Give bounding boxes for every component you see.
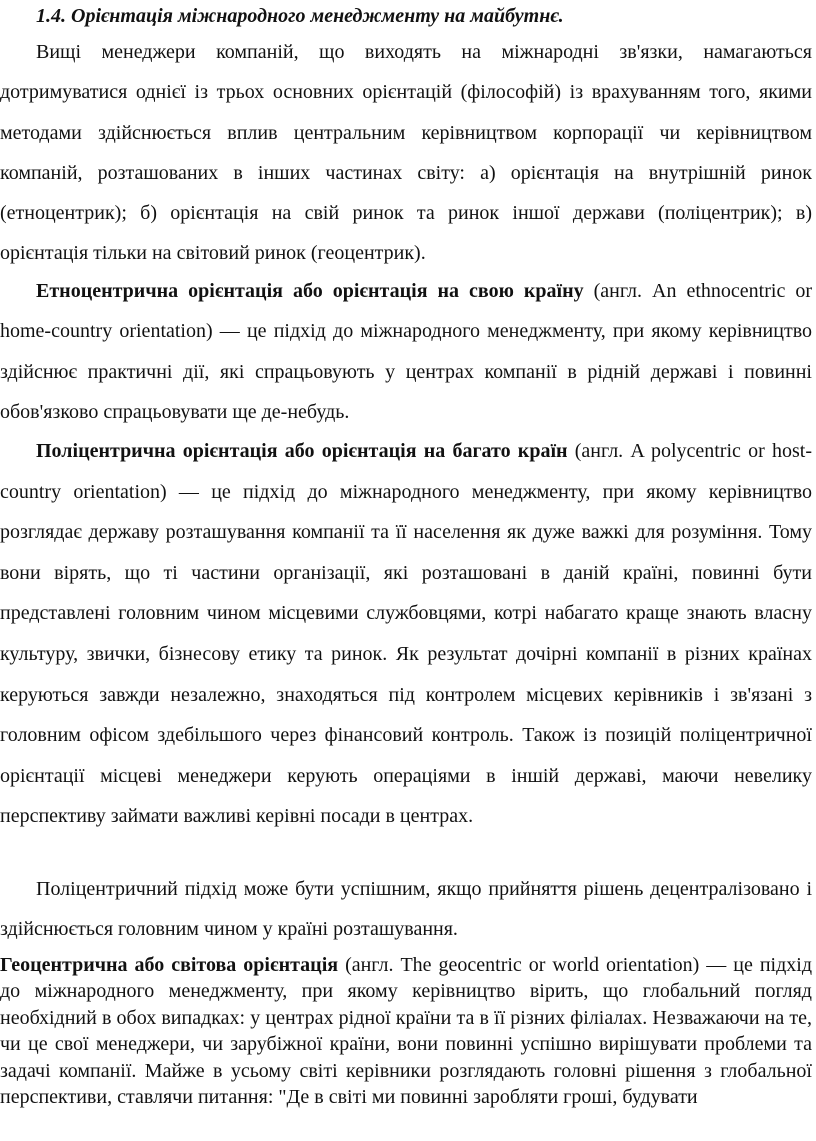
polycentric-paragraph (0, 431, 812, 837)
section-heading: 1.4. Орієнтація міжнародного менеджменту на майбутнє. (36, 5, 564, 27)
polycentric-term: Поліцентрична орієнтація або орієнтація на багато країн (36, 440, 568, 462)
polycentric-success-text: Поліцентричний підхід може бути успішним, якщо прийняття рішень децентралізовано і здійснюється головним чином у країні розташування. (0, 878, 812, 941)
geocentric-text: (англ. The geocentric or world orientation) — це підхід до міжнародного менеджменту, при якому керівництво вірить, що глобальний погляд необхідний в обох випадках: у центрах рідної країни та в її різних філіалах. Незважаючи на те, чи це свої менеджери, чи зарубіжної країни, вони повинні успішно вирішувати проблеми та задачі компанії. Майже в усьому світі керівники розглядають головні рішення з глобальної перспективи, ставлячи питання: "Де в світі ми повинні заробляти гроші, будувати (0, 954, 812, 1109)
ethnocentric-paragraph (0, 271, 812, 432)
geocentric-paragraph (0, 952, 812, 1110)
geocentric-term: Геоцентрична або світова орієнтація (0, 954, 339, 976)
polycentric-success-paragraph (0, 869, 812, 950)
ethnocentric-text: (англ. An ethnocentric or home-country orientation) — це підхід до міжнародного менеджменту, при якому керівництво здійснює практичні дії, які спрацьовують у центрах компанії в рідній державі і повинні обов'язково спрацьовувати ще де-небудь. (0, 280, 812, 423)
intro-text: Вищі менеджери компаній, що виходять на міжнародні зв'язки, намагаються дотримуватися однієї із трьох основних орієнтацій (філософій) із врахуванням того, якими методами здійснюється вплив центральним керівництвом корпорації чи керівництвом компаній, розташованих в інших частинах світу: а) орієнтація на внутрішній ринок (етноцентрик); б) орієнтація на свій ринок та ринок іншої держави (поліцентрик); в) орієнтація тільки на світовий ринок (геоцентрик). (0, 41, 812, 265)
intro-paragraph (0, 32, 812, 274)
polycentric-text: (англ. A polycentric or host-country orientation) — це підхід до міжнародного менеджменту, при якому керівництво розглядає державу розташування компанії та її населення як дуже важкі для розуміння. Тому вони вірять, що ті частини організації, які розташовані в даній країні, повинні бути представлені головним чином місцевими службовцями, котрі набагато краще знають власну культуру, звички, бізнесову етику та ринок. Як результат дочірні компанії в різних країнах керуються завжди незалежно, знаходяться під контролем місцевих керівників і зв'язані з головним офісом здебільшого через фінансовий контроль. Також із позицій поліцентричної орієнтації місцеві менеджери керують операціями в іншій державі, маючи невелику перспективу займати важливі керівні посади в центрах. (0, 440, 812, 828)
ethnocentric-term: Етноцентрична орієнтація або орієнтація на свою країну (36, 280, 584, 302)
